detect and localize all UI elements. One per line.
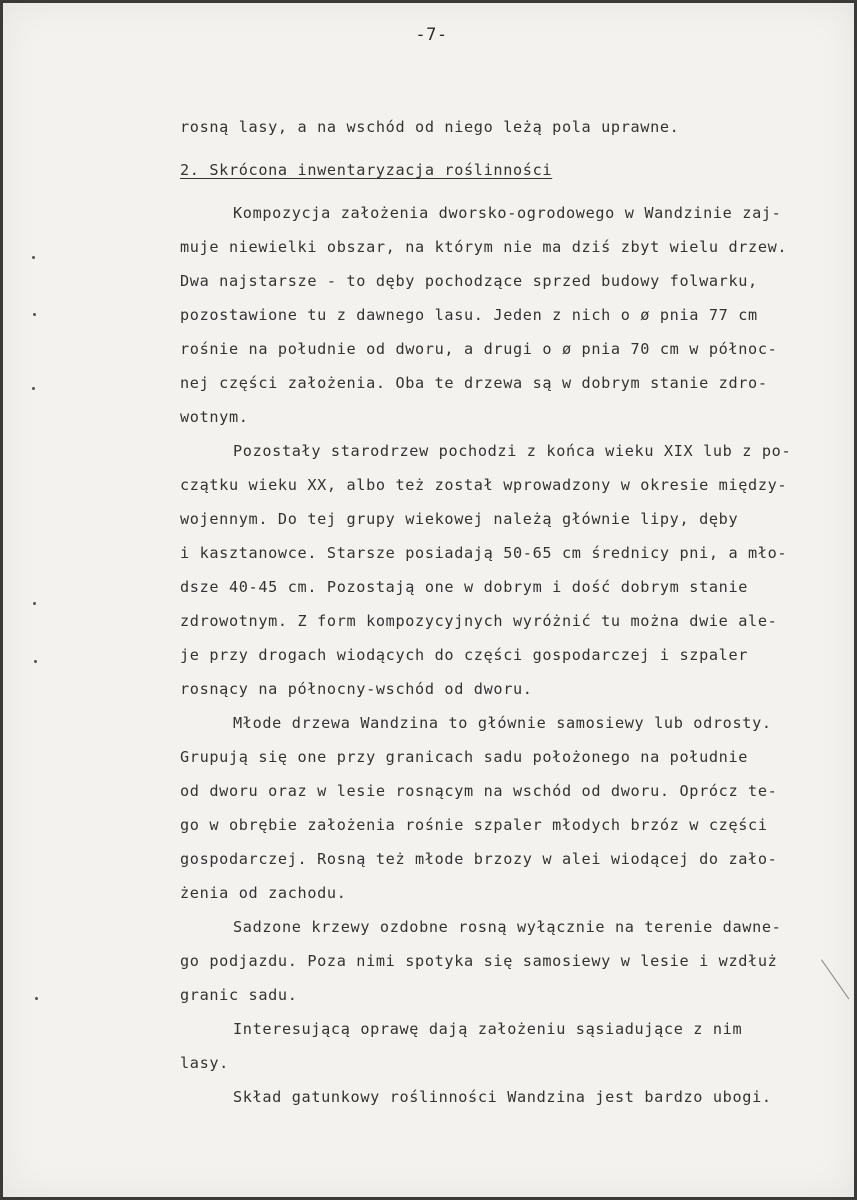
text-line: go podjazdu. Poza nimi spotyka się samosiewy w lesie i wzdłuż [180,952,778,970]
text-line: wotnym. [180,408,249,426]
text-line: wojennym. Do tej grupy wiekowej należą głównie lipy, dęby [180,510,739,528]
text-line: gospodarczej. Rosną też młode brzozy w alei wiodącej do zało- [180,850,778,868]
text-line: Skład gatunkowy roślinności Wandzina jest bardzo ubogi. [233,1088,772,1106]
text-line: żenia od zachodu. [180,884,347,902]
margin-speck [34,660,37,663]
margin-speck [33,602,36,605]
text-line: Grupują się one przy granicach sadu położonego na południe [180,748,749,766]
text-line: czątku wieku XX, albo też został wprowadzony w okresie między- [180,476,788,494]
text-line: lasy. [180,1054,229,1072]
text-line: Młode drzewa Wandzina to głównie samosiewy lub odrosty. [233,714,772,732]
text-line: od dworu oraz w lesie rosnącym na wschód od dworu. Oprócz te- [180,782,778,800]
page-number: -7- [415,25,448,45]
text-line: granic sadu. [180,986,298,1004]
text-line: rosną lasy, a na wschód od niego leżą pola uprawne. [180,118,680,136]
text-line: Sadzone krzewy ozdobne rosną wyłącznie na terenie dawne- [233,918,782,936]
document-page [3,3,854,1197]
text-line: rośnie na południe od dworu, a drugi o ø pnia 70 cm w północ- [180,340,778,358]
text-line: muje niewielki obszar, na którym nie ma dziś zbyt wielu drzew. [180,238,788,256]
text-line: dsze 40-45 cm. Pozostają one w dobrym i dość dobrym stanie [180,578,749,596]
text-line: go w obrębie założenia rośnie szpaler młodych brzóz w części [180,816,768,834]
text-line: nej części założenia. Oba te drzewa są w dobrym stanie zdro- [180,374,768,392]
margin-speck [32,387,35,390]
text-line: Kompozycja założenia dworsko-ogrodowego w Wandzinie zaj- [233,204,782,222]
text-line: i kasztanowce. Starsze posiadają 50-65 cm średnicy pni, a mło- [180,544,788,562]
text-line: Pozostały starodrzew pochodzi z końca wieku XIX lub z po- [233,442,792,460]
text-line: Dwa najstarsze - to dęby pochodzące sprzed budowy folwarku, [180,272,758,290]
pencil-mark [821,959,849,999]
text-line: zdrowotnym. Z form kompozycyjnych wyróżnić tu można dwie ale- [180,612,778,630]
margin-speck [33,313,36,316]
margin-speck [32,256,35,259]
margin-speck [35,997,38,1000]
text-line: rosnący na północny-wschód od dworu. [180,680,533,698]
section-heading: 2. Skrócona inwentaryzacja roślinności [180,161,553,179]
text-line: pozostawione tu z dawnego lasu. Jeden z nich o ø pnia 77 cm [180,306,758,324]
text-line: Interesującą oprawę dają założeniu sąsiadujące z nim [233,1020,743,1038]
text-line: je przy drogach wiodących do części gospodarczej i szpaler [180,646,749,664]
